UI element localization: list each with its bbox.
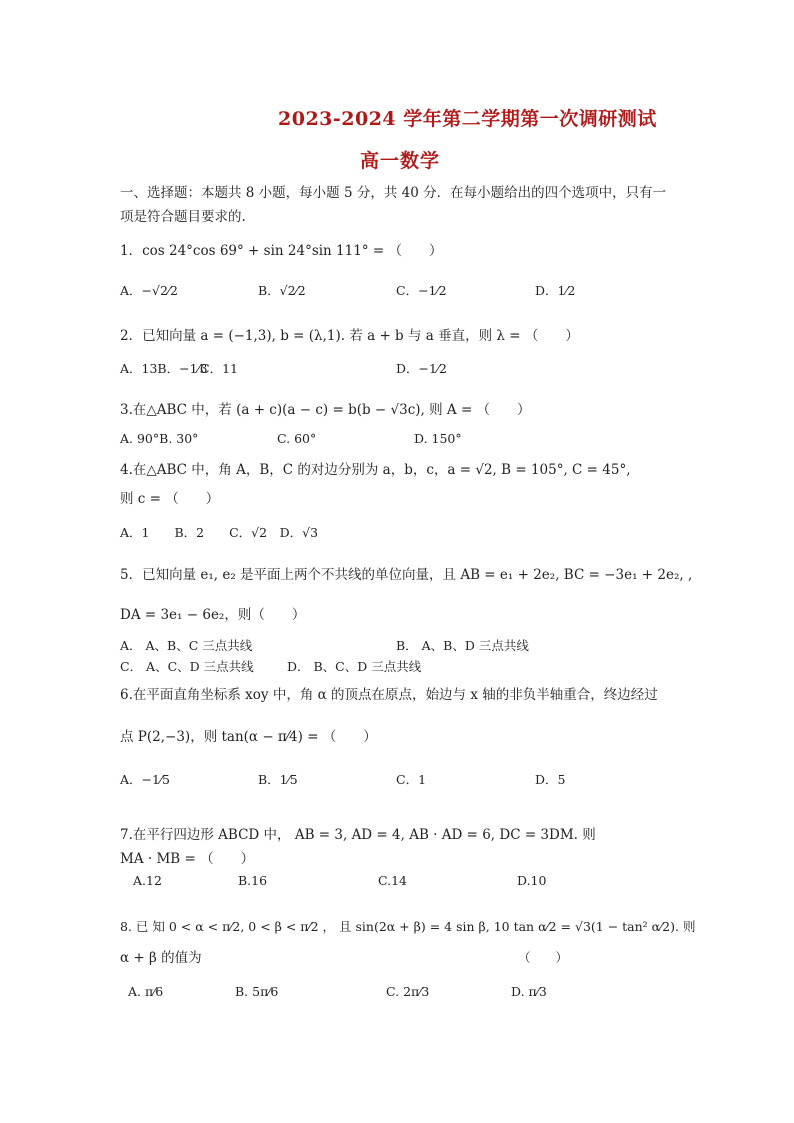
q1-option-c: C．−1⁄2 <box>396 283 447 298</box>
q8-stem-line1: 8. 已 知 0 < α < π⁄2, 0 < β < π⁄2 ， 且 sin(2α + β) = 4 sin β, 10 tan α⁄2 = √3(1 − tan² α⁄2). 则 <box>120 919 696 934</box>
q8-option-b: B. 5π⁄6 <box>235 984 279 999</box>
q7-option-b: B.16 <box>238 873 268 888</box>
q8-option-d: D. π⁄3 <box>511 984 547 999</box>
q2-stem: 2．已知向量 a = (−1,3), b = (λ,1). 若 a + b 与 a 垂直，则 λ = （ ） <box>120 328 579 344</box>
q6-stem-line1: 6.在平面直角坐标系 xoy 中，角 α 的顶点在原点，始边与 x 轴的非负半轴重合，终边经过 <box>120 687 658 703</box>
q3-option-c: C. 60° <box>277 431 317 446</box>
q4-stem-line2: 则 c = （ ） <box>120 491 220 507</box>
exam-title: 2023-2024 学年第二学期第一次调研测试 <box>278 108 657 130</box>
q8-option-c: C. 2π⁄3 <box>386 984 430 999</box>
q7-option-c: C.14 <box>378 873 407 888</box>
q4-stem-line1: 4.在△ABC 中，角 A，B，C 的对边分别为 a，b，c，a = √2, B = 105°, C = 45°, <box>120 462 631 478</box>
q1-option-d: D．1⁄2 <box>535 283 576 298</box>
q2-option-c: C．11 <box>200 361 238 376</box>
q2-option-d: D．−1⁄2 <box>396 361 447 376</box>
q8-option-a: A. π⁄6 <box>128 984 164 999</box>
q7-option-a: A.12 <box>133 873 162 888</box>
q1-stem: 1．cos 24°cos 69° + sin 24°sin 111° = （ ） <box>120 243 443 259</box>
q5-option-a: A． A、B、C 三点共线 <box>120 638 253 653</box>
q6-option-b: B．1⁄5 <box>258 772 298 787</box>
q3-option-ab: A. 90°B. 30° <box>120 431 199 446</box>
exam-subtitle: 高一数学 <box>360 150 441 172</box>
section-instructions-line2: 项是符合题目要求的. <box>120 209 246 225</box>
section-instructions-line1: 一、选择题：本题共 8 小题，每小题 5 分，共 40 分．在每小题给出的四个选项中，只有一 <box>120 185 667 201</box>
q5-stem-line2: DA = 3e₁ − 6e₂，则（ ） <box>120 607 306 623</box>
q5-option-b: B． A、B、D 三点共线 <box>396 638 529 653</box>
q8-stem-line2: α + β 的值为 <box>120 950 202 966</box>
q4-options: A．1 B．2 C．√2 D．√3 <box>120 525 319 540</box>
q7-stem-line2: MA · MB = （ ） <box>120 851 255 867</box>
q7-option-d: D.10 <box>517 873 547 888</box>
q2-option-ab: A．13B．−1⁄3 <box>120 361 208 376</box>
q3-stem: 3.在△ABC 中，若 (a + c)(a − c) = b(b − √3c), 则 A = （ ） <box>120 402 531 418</box>
q5-stem-line1: 5．已知向量 e₁, e₂ 是平面上两个不共线的单位向量，且 AB = e₁ + 2e₂, BC = −3e₁ + 2e₂, , <box>120 567 693 583</box>
q6-option-c: C．1 <box>396 772 427 787</box>
q8-answer-paren: （ ） <box>518 950 569 965</box>
q7-stem-line1: 7.在平行四边形 ABCD 中， AB = 3, AD = 4, AB · AD = 6, DC = 3DM. 则 <box>120 827 596 843</box>
q1-option-a: A．−√2⁄2 <box>120 283 178 298</box>
q5-option-d: D． B、C、D 三点共线 <box>287 659 422 674</box>
q3-option-d: D. 150° <box>414 431 462 446</box>
q1-option-b: B．√2⁄2 <box>258 283 306 298</box>
q6-stem-line2: 点 P(2,−3)，则 tan(α − π⁄4) = （ ） <box>120 729 377 745</box>
q6-option-d: D．5 <box>535 772 566 787</box>
q6-option-a: A．−1⁄5 <box>120 772 170 787</box>
q5-option-c: C． A、C、D 三点共线 <box>120 659 254 674</box>
